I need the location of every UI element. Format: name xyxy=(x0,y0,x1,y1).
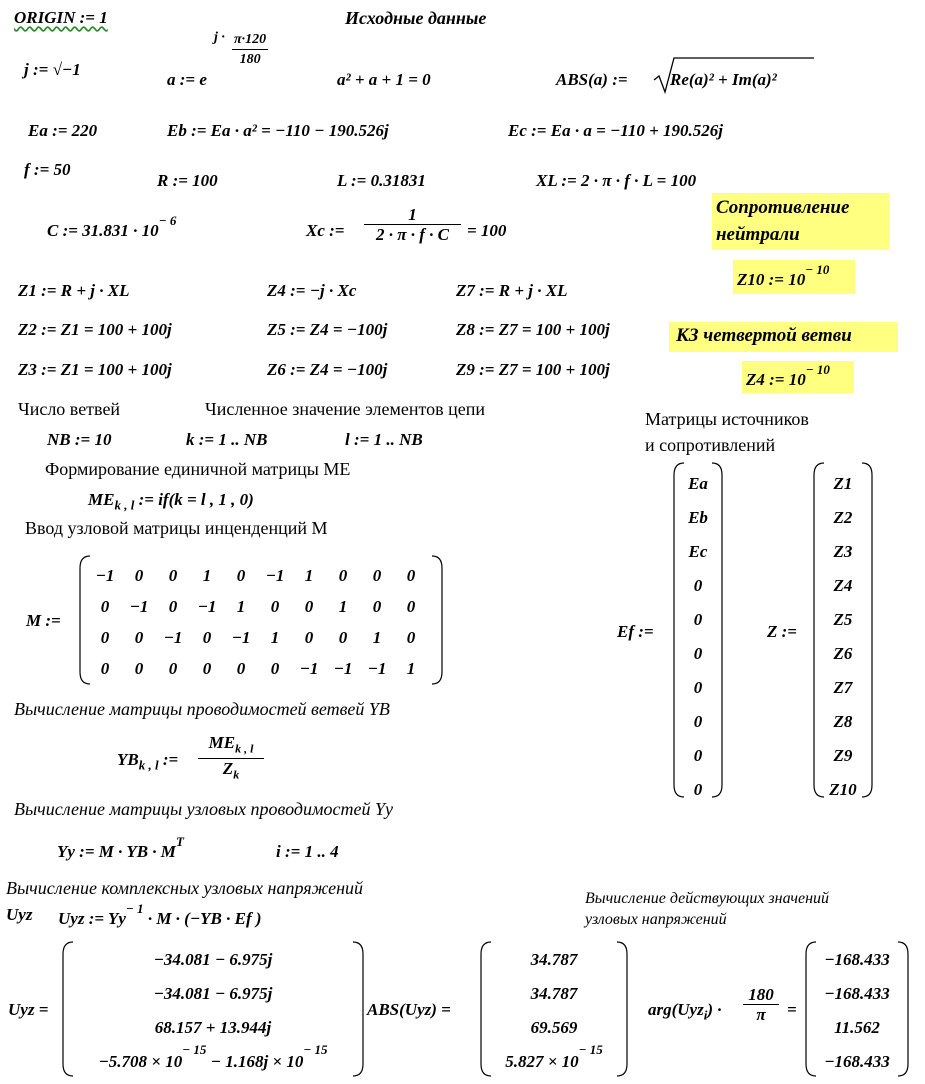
ef-cell: 0 xyxy=(693,610,703,629)
me-subscript: k , l xyxy=(114,497,135,513)
yb-fraction xyxy=(198,733,264,785)
m-cell: 0 xyxy=(304,596,314,616)
j-definition: j := √−1 xyxy=(24,60,81,79)
m-cell: 0 xyxy=(100,658,110,678)
me-rhs: := if(k = l , 1 , 0) xyxy=(138,490,254,509)
uyz-cell: 68.157 + 13.944j xyxy=(154,1018,272,1037)
ef-cell: Ec xyxy=(688,542,708,561)
abs-definition: ABS(a) := xyxy=(556,70,628,89)
m-cell: −1 xyxy=(163,627,183,647)
ef-cell: 0 xyxy=(693,576,703,595)
m-cell: 0 xyxy=(134,565,144,585)
xc-fraction xyxy=(364,205,461,244)
xc-result: = 100 xyxy=(467,221,507,240)
a-definition: a := e xyxy=(167,70,207,89)
k-range: k := 1 .. NB xyxy=(186,430,268,449)
m-cell: −1 xyxy=(129,596,149,616)
z-cell: Z8 xyxy=(833,712,853,731)
yb-den: Z xyxy=(222,759,234,779)
src-label-1: Матрицы источников xyxy=(645,409,809,429)
xc-den: 2 · π · f · C xyxy=(375,225,450,244)
m-cell: 1 xyxy=(202,565,212,585)
m-cell: 0 xyxy=(134,627,144,647)
m-cell: 0 xyxy=(406,596,416,616)
neutral-label-2: нейтрали xyxy=(716,224,800,245)
ef-matrix xyxy=(680,467,716,807)
z-lhs: Z := xyxy=(767,622,797,641)
me-title: Формирование единичной матрицы МЕ xyxy=(45,459,351,479)
abs-cell: 34.787 xyxy=(530,950,578,969)
numeric-label: Численное значение элементов цепи xyxy=(205,399,485,419)
page-title: Исходные данные xyxy=(345,8,487,28)
uyz-cell: −34.081 − 6.975j xyxy=(153,984,273,1003)
uyz4-be: − 15 xyxy=(303,1042,328,1057)
ef-cell: 0 xyxy=(693,644,703,663)
m-cell: 0 xyxy=(372,565,382,585)
m-cell: 0 xyxy=(202,627,212,647)
m-cell: 0 xyxy=(168,658,178,678)
z6-definition: Z6 := Z4 = −100j xyxy=(267,360,388,379)
abs-cell xyxy=(488,1042,620,1079)
xc-definition: Xc := xyxy=(306,221,345,240)
uyz-def-text: Uyz := Yy xyxy=(58,909,126,928)
uyz4-b: − 1.168j × 10 xyxy=(206,1052,304,1071)
m-matrix xyxy=(88,560,428,684)
m-cell: 0 xyxy=(202,658,212,678)
yb-num-sub: k , l xyxy=(235,741,254,756)
m-cell: 0 xyxy=(134,658,144,678)
kz-label: КЗ четвертой ветви xyxy=(676,325,852,346)
z-cell: Z1 xyxy=(833,474,853,493)
ea-definition: Ea := 220 xyxy=(28,121,98,140)
ec-definition: Ec := Ea · a = −110 + 190.526j xyxy=(508,121,724,140)
z7-definition: Z7 := R + j · XL xyxy=(456,281,568,300)
uyz4-a: −5.708 × 10 xyxy=(98,1052,183,1071)
me-definition xyxy=(88,490,254,515)
abs-cell: 69.569 xyxy=(530,1018,578,1037)
uyz-def-rest: · M · (−YB · Ef ) xyxy=(147,909,262,928)
z-cell: Z7 xyxy=(833,678,853,697)
m-cell: 0 xyxy=(406,565,416,585)
z-cell: Z4 xyxy=(833,576,853,595)
f-definition: f := 50 xyxy=(24,160,71,179)
c-exponent: − 6 xyxy=(158,213,177,228)
eb-definition: Eb := Ea · a² = −110 − 190.526j xyxy=(167,121,389,140)
m-cell: 0 xyxy=(304,627,314,647)
me-name: ME xyxy=(88,490,115,509)
z4-kz-definition xyxy=(746,362,830,390)
m-cell: 0 xyxy=(338,565,348,585)
arg-num: 180 xyxy=(743,985,779,1005)
origin-setting: ORIGIN := 1 xyxy=(14,8,108,27)
m-lhs: M := xyxy=(26,611,61,630)
uyz-eq: Uyz = xyxy=(8,1000,49,1019)
l-range: l := 1 .. NB xyxy=(345,430,423,449)
eff-title-2: узловых напряжений xyxy=(585,911,727,928)
arg-text: arg(Uyz xyxy=(648,1000,704,1019)
yb-assign: := xyxy=(162,750,179,769)
arg-den: π xyxy=(756,1005,766,1024)
xl-definition: XL := 2 · π · f · L = 100 xyxy=(536,171,697,190)
m-cell: −1 xyxy=(231,627,251,647)
m-cell: 0 xyxy=(236,658,246,678)
abs-eq: ABS(Uyz) = xyxy=(367,1000,451,1019)
z3-definition: Z3 := Z1 = 100 + 100j xyxy=(18,360,172,379)
ef-cell: 0 xyxy=(693,746,703,765)
m-cell: 0 xyxy=(270,658,280,678)
uyz-inv-exponent: − 1 xyxy=(125,901,144,916)
m-cell: 0 xyxy=(100,627,110,647)
arg-close: ) · xyxy=(707,1000,722,1019)
z-cell: Z10 xyxy=(829,780,857,799)
uyz-title: Вычисление комплексных узловых напряжений xyxy=(6,878,363,898)
yb-definition xyxy=(117,750,178,775)
m-cell: 1 xyxy=(338,596,348,616)
abs-expression: Re(a)² + Im(a)² xyxy=(670,70,777,89)
m-cell: 0 xyxy=(168,565,178,585)
a-equation: a² + a + 1 = 0 xyxy=(337,70,431,89)
abs-matrix xyxy=(488,943,620,1079)
m-cell: −1 xyxy=(367,658,387,678)
m-cell: 0 xyxy=(338,627,348,647)
uyz-definition xyxy=(58,901,262,929)
z-matrix xyxy=(820,467,866,807)
nb-definition: NB := 10 xyxy=(47,430,112,449)
uyz-matrix xyxy=(70,943,356,1079)
m-title: Ввод узловой матрицы инценденций М xyxy=(25,518,328,538)
ef-cell: 0 xyxy=(693,712,703,731)
m-cell: 0 xyxy=(236,565,246,585)
uyz4-ae: − 15 xyxy=(182,1042,207,1057)
a-exponent-num: π·120 xyxy=(232,30,268,50)
arg-sub: i xyxy=(703,1007,708,1023)
r-definition: R := 100 xyxy=(157,171,218,190)
m-cell: 0 xyxy=(100,596,110,616)
arg-eq: = xyxy=(787,1000,797,1019)
z5-definition: Z5 := Z4 = −100j xyxy=(267,320,388,339)
a-exponent-j: j · xyxy=(214,30,225,45)
uyz-cell xyxy=(70,1042,356,1079)
m-cell: 0 xyxy=(372,596,382,616)
a-exponent xyxy=(232,30,268,69)
m-cell: 1 xyxy=(236,596,246,616)
z10-exponent: − 10 xyxy=(805,262,830,277)
arg-cell: −168.433 xyxy=(824,950,890,969)
z9-definition: Z9 := Z7 = 100 + 100j xyxy=(456,360,610,379)
arg-fraction xyxy=(743,985,779,1024)
abs4-a: 5.827 × 10 xyxy=(505,1052,579,1071)
arg-cell: −168.433 xyxy=(824,1052,890,1071)
arg-cell: 11.562 xyxy=(834,1018,880,1037)
yb-num: ME xyxy=(208,733,236,752)
z-cell: Z2 xyxy=(833,508,853,527)
yy-definition xyxy=(57,834,184,862)
a-exponent-den: 180 xyxy=(239,52,261,67)
arg-lhs xyxy=(648,1000,722,1025)
yb-den-sub: k xyxy=(233,767,240,782)
yy-def-text: Yy := M · YB · M xyxy=(57,842,176,861)
yb-title xyxy=(14,699,390,719)
m-cell: 1 xyxy=(372,627,382,647)
m-cell: 0 xyxy=(168,596,178,616)
m-cell: 0 xyxy=(270,596,280,616)
arg-cell: −168.433 xyxy=(824,984,890,1003)
z10-value: Z10 := 10 xyxy=(737,270,806,289)
xc-num: 1 xyxy=(364,205,461,225)
z4-kz-exponent: − 10 xyxy=(805,362,830,377)
z10-definition xyxy=(737,262,830,290)
yb-subscript: k , l xyxy=(138,757,159,773)
ef-cell: 0 xyxy=(693,678,703,697)
z8-definition: Z8 := Z7 = 100 + 100j xyxy=(456,320,610,339)
m-cell: 1 xyxy=(270,627,280,647)
neutral-label-1: Сопротивление xyxy=(716,197,850,218)
z-cell: Z6 xyxy=(833,644,853,663)
abs-cell: 34.787 xyxy=(530,984,578,1003)
m-cell: −1 xyxy=(333,658,353,678)
yy-title: Вычисление матрицы узловых проводимостей Yy xyxy=(14,799,393,819)
eff-title-1: Вычисление действующих значений xyxy=(585,890,830,907)
abs4-ae: − 15 xyxy=(578,1042,603,1057)
src-label-2: и сопротивлений xyxy=(645,435,776,455)
z2-definition: Z2 := Z1 = 100 + 100j xyxy=(18,320,172,339)
branches-label: Число ветвей xyxy=(18,399,121,419)
m-cell: −1 xyxy=(299,658,319,678)
z4-kz-value: Z4 := 10 xyxy=(746,370,806,389)
z1-definition: Z1 := R + j · XL xyxy=(18,281,130,300)
m-cell: −1 xyxy=(197,596,217,616)
z-cell: Z9 xyxy=(833,746,853,765)
m-cell: 0 xyxy=(406,627,416,647)
uyz-name: Uyz xyxy=(6,905,33,924)
z-cell: Z3 xyxy=(833,542,853,561)
z-cell: Z5 xyxy=(833,610,853,629)
c-definition xyxy=(47,213,177,241)
ef-cell: 0 xyxy=(693,780,703,799)
c-value: C := 31.831 · 10 xyxy=(47,221,159,240)
uyz-cell: −34.081 − 6.975j xyxy=(153,950,273,969)
yy-transpose: T xyxy=(175,834,184,849)
ef-lhs: Ef := xyxy=(617,622,654,641)
l-definition: L := 0.31831 xyxy=(337,171,426,190)
arg-matrix xyxy=(813,943,901,1079)
ef-cell: Eb xyxy=(688,508,708,527)
z4-definition: Z4 := −j · Xc xyxy=(267,281,357,300)
m-cell: −1 xyxy=(265,565,285,585)
m-cell: 1 xyxy=(406,658,416,678)
m-cell: −1 xyxy=(95,565,115,585)
yb-name: YB xyxy=(117,750,139,769)
i-range: i := 1 .. 4 xyxy=(276,842,339,861)
ef-cell: Ea xyxy=(688,474,708,493)
m-cell: 1 xyxy=(304,565,314,585)
yb-title-text: Вычисление матрицы проводимостей ветвей YB xyxy=(14,699,390,719)
